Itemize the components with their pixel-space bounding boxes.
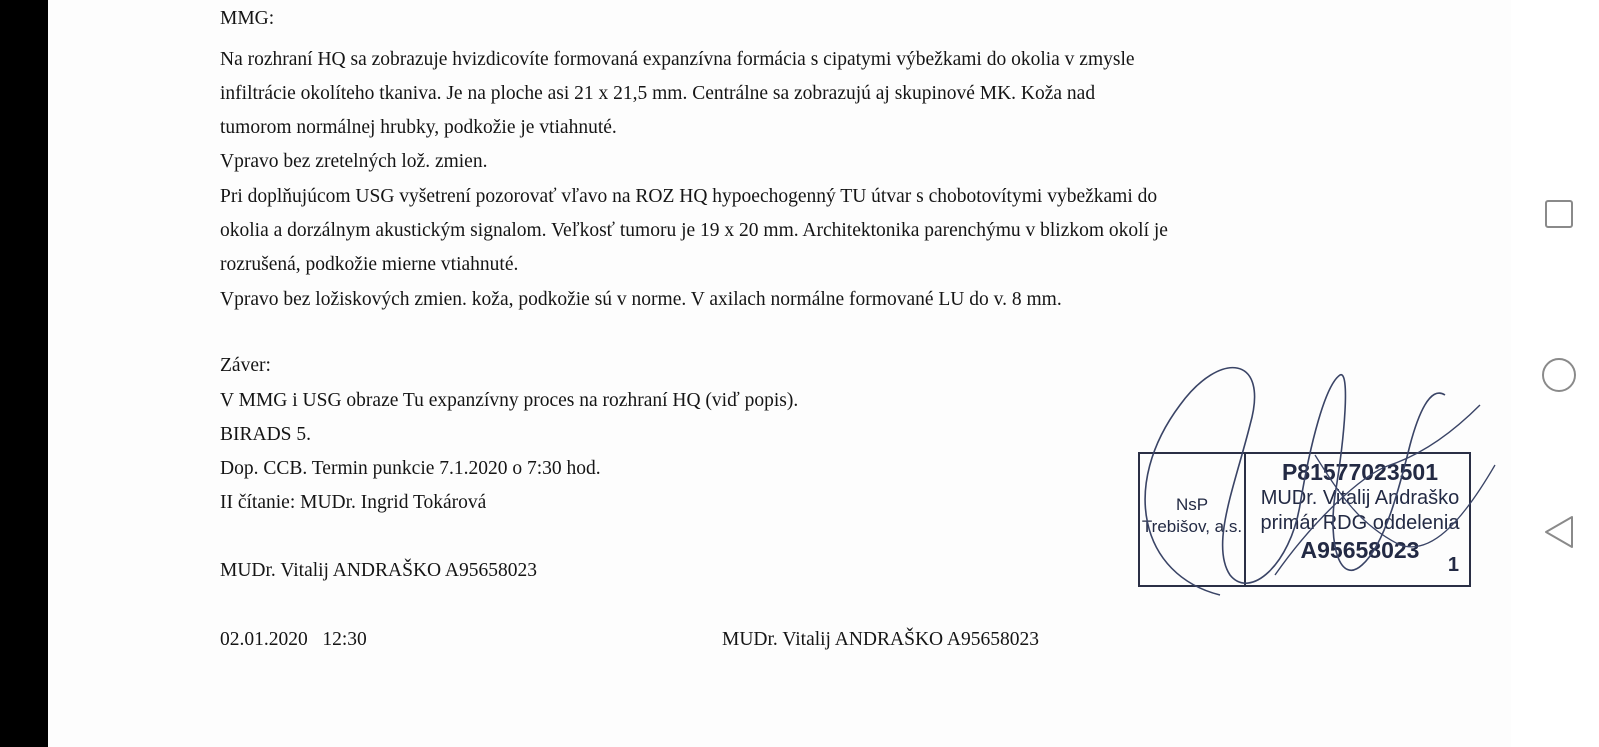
section-heading-zaver: Záver: [220,355,271,376]
stamp-code: P81577023501 [1281,459,1439,485]
footer-doctor: MUDr. Vitalij ANDRAŠKO A95658023 [722,629,1039,650]
stamp-nsp: NsP [1175,495,1209,514]
conclusion-line: BIRADS 5. [220,424,312,445]
report-line: Vpravo bez zretelných lož. zmien. [220,151,488,172]
left-black-bar [0,0,48,747]
conclusion-line: V MMG i USG obraze Tu expanzívny proces na rozhraní HQ (viď popis). [220,390,799,411]
home-button[interactable] [1542,358,1576,392]
second-reading-line: II čítanie: MUDr. Ingrid Tokárová [220,492,487,513]
report-line: Na rozhraní HQ sa zobrazuje hvizdicovíte formovaná expanzívna formácia s cipatymi výbežkami do okolia v zmysle [220,49,1135,70]
stamp-id: A95658023 [1300,537,1420,563]
section-heading-mmg: MMG: [220,8,275,29]
back-button[interactable] [1542,514,1576,550]
stamp-name: MUDr. Vitalij Andraško [1260,487,1460,509]
report-line: Pri doplňujúcom USG vyšetrení pozorovať vľavo na ROZ HQ hypoechogenný TU útvar s chobotovítymi vybežkami do [220,186,1158,207]
stamp-role: primár RDG oddelenia [1260,512,1460,534]
report-line: tumorom normálnej hrubky, podkožie je vtiahnuté. [220,117,617,138]
report-line: Vpravo bez ložiskových zmien. koža, podkožie sú v norme. V axilach normálne formované LU do v. 8 mm. [220,289,1062,310]
report-line: infiltrácie okolíteho tkaniva. Je na ploche asi 21 x 21,5 mm. Centrálne sa zobrazujú aj skupinové MK. Koža nad [220,83,1096,104]
triangle-back-icon [1546,517,1572,547]
doctor-signature-line: MUDr. Vitalij ANDRAŠKO A95658023 [220,560,537,581]
report-line: okolia a dorzálnym akustickým signalom. Veľkosť tumoru je 19 x 20 mm. Architektonika parenchýmu v blizkom okolí je [220,220,1168,241]
report-datetime: 02.01.2020 12:30 [220,629,367,650]
conclusion-line: Dop. CCB. Termin punkcie 7.1.2020 o 7:30 hod. [220,458,601,479]
report-line: rozrušená, podkožie mierne vtiahnuté. [220,254,519,275]
stamp-city: Trebišov, a.s. [1141,517,1243,536]
handwritten-signature [1100,345,1520,615]
stamp-number: 1 [1447,554,1459,576]
recent-apps-button[interactable] [1545,200,1573,228]
